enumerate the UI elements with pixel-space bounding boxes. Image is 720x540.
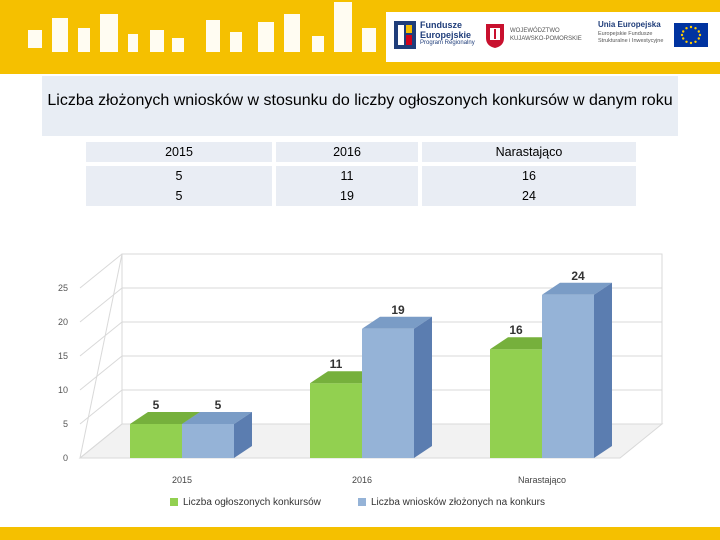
y-tick-label: 25 (57, 283, 68, 293)
chart-side-edge (80, 254, 122, 458)
x-tick-label: Narastająco (517, 475, 567, 485)
data-label: 11 (329, 357, 343, 372)
fundusze-europejskie-logo (394, 19, 480, 55)
data-label: 5 (152, 398, 160, 412)
data-label: 5 (214, 398, 222, 412)
logo-fe-line1: Fundusze (420, 20, 462, 30)
logo-kp-line1: WOJEWÓDZTWO (510, 28, 560, 34)
data-label: 16 (509, 323, 523, 338)
bottom-banner (0, 527, 720, 540)
x-tick-label: 2015 (171, 475, 193, 485)
logos-strip (386, 12, 720, 62)
legend-label-konkursy: Liczba ogłoszonych konkursów (183, 497, 321, 508)
bar-front (490, 349, 542, 458)
table-cell: 11 (276, 166, 418, 186)
bar-front (130, 424, 182, 458)
legend-swatch-blue (358, 498, 366, 506)
coat-of-arms-icon (486, 24, 504, 48)
table-header-2015: 2015 (86, 142, 272, 162)
y-tick-label: 20 (57, 317, 68, 327)
legend-label-wnioski: Liczba wniosków złożonych na konkurs (371, 497, 545, 508)
chart-title: Liczba złożonych wniosków w stosunku do liczby ogłoszonych konkursów w danym roku (47, 92, 673, 109)
logo-ue-title: Unia Europejska (598, 20, 661, 29)
logo-kp-line2: KUJAWSKO-POMORSKIE (510, 36, 582, 42)
unia-europejska-logo (598, 20, 716, 54)
legend-item-wnioski (358, 497, 545, 508)
logo-fe-line2: Europejskie (420, 30, 472, 40)
eu-flag-icon (674, 23, 708, 47)
logo-fe-sub: Program Regionalny (420, 40, 475, 46)
logo-ue-sub2: Strukturalne i Inwestycyjne (598, 38, 664, 44)
bar-front (310, 383, 362, 458)
table-cell: 5 (86, 166, 272, 186)
bar-side (594, 283, 612, 458)
y-tick-label: 0 (62, 453, 68, 463)
y-tick-label: 5 (62, 419, 68, 429)
table-header-narastajaco: Narastająco (422, 142, 636, 162)
table-header-2016: 2016 (276, 142, 418, 162)
table-cell: 24 (422, 186, 636, 206)
top-banner (0, 0, 720, 74)
bar-chart (0, 200, 720, 490)
fundusze-europejskie-icon (394, 21, 416, 49)
bar-side (414, 317, 432, 458)
data-label: 24 (571, 268, 585, 283)
bar-front (362, 329, 414, 458)
table-cell: 19 (276, 186, 418, 206)
title-box (42, 76, 678, 136)
y-tick-label: 15 (57, 351, 68, 361)
legend-swatch-green (170, 498, 178, 506)
legend-item-konkursy (170, 497, 321, 508)
bar-front (542, 295, 594, 458)
logo-ue-sub1: Europejskie Fundusze (598, 31, 653, 37)
bar-front (182, 424, 234, 458)
y-tick-label: 10 (57, 385, 68, 395)
table-cell: 5 (86, 186, 272, 206)
kujawsko-pomorskie-logo (486, 24, 591, 52)
table-cell: 16 (422, 166, 636, 186)
data-label: 19 (391, 302, 405, 317)
x-tick-label: 2016 (351, 475, 373, 485)
